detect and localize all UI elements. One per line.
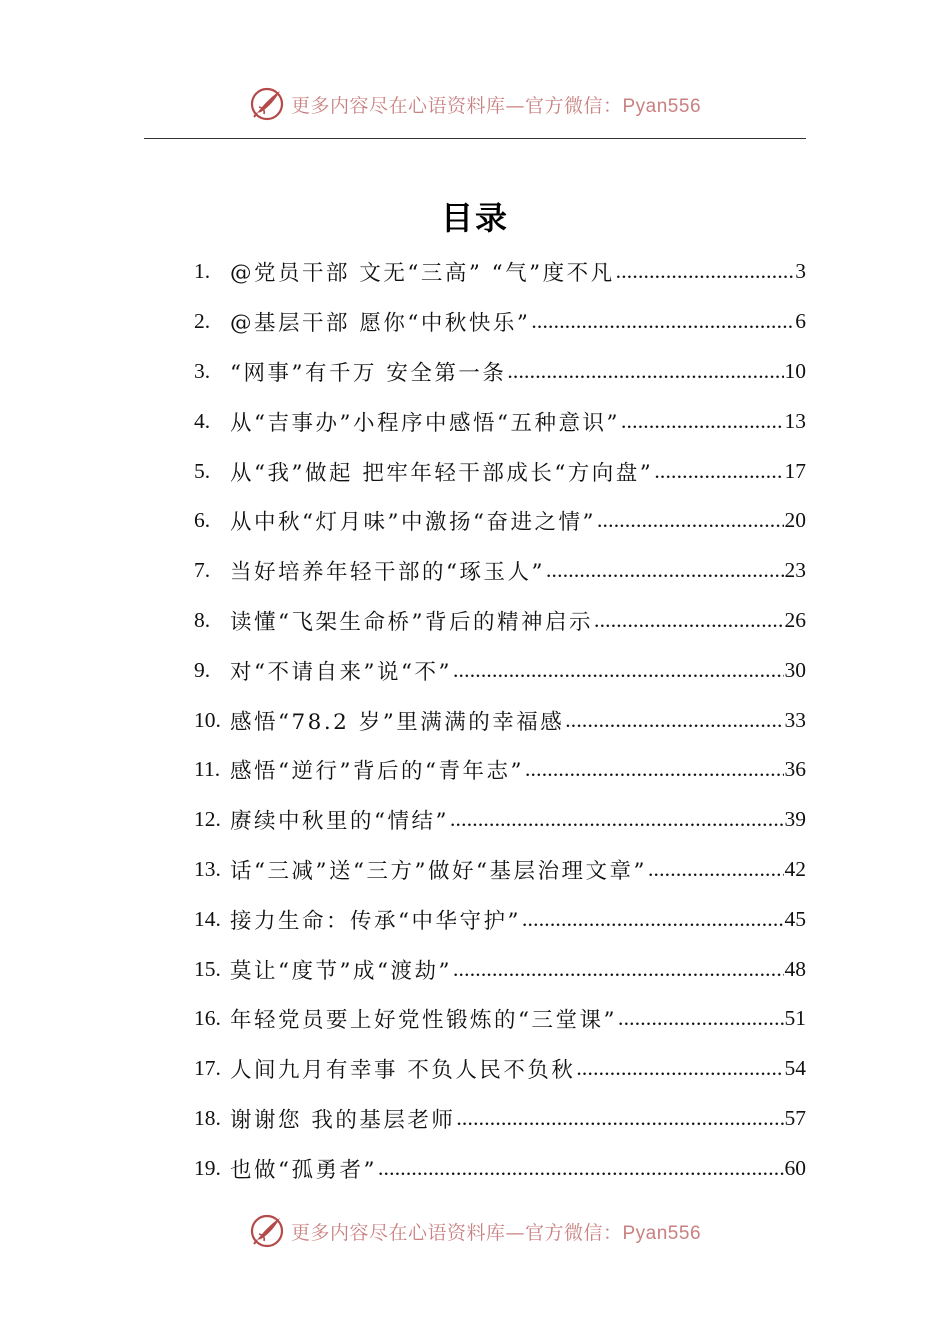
toc-item[interactable] (194, 944, 806, 994)
toc-leader-dots (507, 359, 783, 384)
toc-item-number: 11. (194, 757, 221, 782)
toc-item-title: 也做“孤勇者” (230, 1157, 377, 1183)
toc-item[interactable] (194, 645, 806, 695)
toc-item-page: 45 (784, 906, 806, 931)
toc-item-page: 42 (784, 856, 806, 881)
toc-item-number: 8. (194, 607, 211, 632)
toc-item-title: @党员干部 文无“三高” “气”度不凡 (230, 261, 615, 287)
toc-item-number: 1. (194, 259, 211, 284)
toc-item-title: 接力生命：传承“中华守护” (230, 908, 521, 934)
toc-item-number: 2. (194, 309, 211, 334)
toc-item-title: 当好培养年轻干部的“琢玉人” (230, 560, 545, 586)
toc-item-title: 从“吉事办”小程序中感悟“五种意识” (230, 410, 620, 436)
toc-item[interactable] (194, 1143, 806, 1193)
toc-leader-dots (565, 708, 783, 733)
header-divider (144, 138, 806, 139)
toc-item[interactable] (194, 546, 806, 596)
toc-item-page: 13 (784, 408, 806, 433)
toc-item[interactable] (194, 247, 806, 297)
toc-leader-dots (378, 1156, 784, 1181)
toc-leader-dots (453, 957, 784, 982)
toc-leader-dots (450, 807, 784, 832)
toc-item-number: 6. (194, 508, 211, 533)
toc-item[interactable] (194, 745, 806, 795)
toc-leader-dots (531, 309, 794, 334)
toc-item-title: “网事”有千万 安全第一条 (230, 360, 507, 386)
toc-item-page: 10 (784, 358, 806, 383)
toc-item-page: 60 (784, 1155, 806, 1180)
toc-item-page: 30 (784, 657, 806, 682)
toc-item[interactable] (194, 446, 806, 496)
toc-item-title: 从中秋“灯月味”中激扬“奋进之情” (230, 510, 596, 536)
toc-item-number: 19. (194, 1155, 221, 1180)
toc-leader-dots (616, 259, 795, 284)
toc-leader-dots (597, 508, 784, 533)
toc-item-title: 谢谢您 我的基层老师 (230, 1107, 456, 1133)
header-banner-text: 更多内容尽在心语资料库—官方微信：Pyan556 (290, 94, 702, 117)
toc-item[interactable] (194, 795, 806, 845)
toc-item-number: 10. (194, 707, 221, 732)
footer-banner (0, 1211, 950, 1251)
toc-item-title: 读懂“飞架生命桥”背后的精神启示 (230, 609, 593, 635)
header-banner (0, 84, 950, 124)
toc-item[interactable] (194, 496, 806, 546)
quill-logo-icon (249, 1213, 285, 1249)
toc-item[interactable] (194, 297, 806, 347)
wechat-id: Pyan556 (622, 95, 702, 117)
toc-item-page: 6 (795, 309, 806, 334)
toc-leader-dots (621, 409, 784, 434)
toc-item-title: 对“不请自来”说“不” (230, 659, 452, 685)
toc-leader-dots (525, 757, 784, 782)
toc-item[interactable] (194, 396, 806, 446)
toc-item-page: 36 (784, 757, 806, 782)
toc-leader-dots (576, 1056, 783, 1081)
toc-item-page: 48 (784, 956, 806, 981)
footer-banner-text: 更多内容尽在心语资料库—官方微信：Pyan556 (290, 1221, 702, 1244)
toc-item-title: 感悟“逆行”背后的“青年志” (230, 759, 524, 785)
toc-item-number: 18. (194, 1105, 221, 1130)
toc-leader-dots (648, 857, 784, 882)
toc-item[interactable] (194, 894, 806, 944)
toc-leader-dots (522, 907, 784, 932)
toc-item-number: 9. (194, 657, 211, 682)
toc-item[interactable] (194, 347, 806, 397)
toc-item-title: 感悟“78.2 岁”里满满的幸福感 (230, 709, 565, 735)
toc-item-page: 39 (784, 807, 806, 832)
toc-leader-dots (594, 608, 784, 633)
quill-logo-icon (249, 86, 285, 122)
toc-item-title: 年轻党员要上好党性锻炼的“三堂课” (230, 1008, 617, 1034)
toc-item-number: 12. (194, 807, 221, 832)
toc-item-page: 20 (784, 508, 806, 533)
toc-leader-dots (546, 558, 784, 583)
table-of-contents (194, 247, 806, 1193)
toc-item-title: 赓续中秋里的“情结” (230, 809, 449, 835)
toc-item-page: 17 (784, 458, 806, 483)
toc-item[interactable] (194, 994, 806, 1044)
toc-item-number: 4. (194, 408, 211, 433)
toc-item-number: 16. (194, 1006, 221, 1031)
toc-item-number: 3. (194, 358, 211, 383)
toc-item-number: 14. (194, 906, 221, 931)
toc-item-title: @基层干部 愿你“中秋快乐” (230, 311, 531, 337)
toc-item-number: 17. (194, 1056, 221, 1081)
wechat-id: Pyan556 (622, 1222, 702, 1244)
toc-item-title: 从“我”做起 把牢年轻干部成长“方向盘” (230, 460, 654, 486)
toc-leader-dots (453, 658, 784, 683)
toc-item-number: 7. (194, 558, 211, 583)
toc-item[interactable] (194, 1044, 806, 1094)
toc-item-number: 13. (194, 856, 221, 881)
toc-leader-dots (654, 459, 783, 484)
toc-item-page: 23 (784, 558, 806, 583)
toc-item-page: 26 (784, 607, 806, 632)
toc-leader-dots (456, 1106, 783, 1131)
toc-leader-dots (618, 1006, 784, 1031)
toc-item[interactable] (194, 695, 806, 745)
toc-item[interactable] (194, 1094, 806, 1144)
toc-item-page: 33 (784, 707, 806, 732)
toc-item[interactable] (194, 596, 806, 646)
toc-item-page: 3 (795, 259, 806, 284)
toc-item-number: 15. (194, 956, 221, 981)
toc-item-page: 57 (784, 1105, 806, 1130)
toc-item-title: 人间九月有幸事 不负人民不负秋 (230, 1058, 576, 1084)
toc-item-number: 5. (194, 458, 211, 483)
page-title: 目录 (440, 199, 509, 237)
toc-item-page: 51 (784, 1006, 806, 1031)
toc-item-page: 54 (784, 1056, 806, 1081)
toc-item-title: 莫让“度节”成“渡劫” (230, 958, 452, 984)
toc-item[interactable] (194, 845, 806, 895)
toc-item-title: 话“三减”送“三方”做好“基层治理文章” (230, 858, 647, 884)
